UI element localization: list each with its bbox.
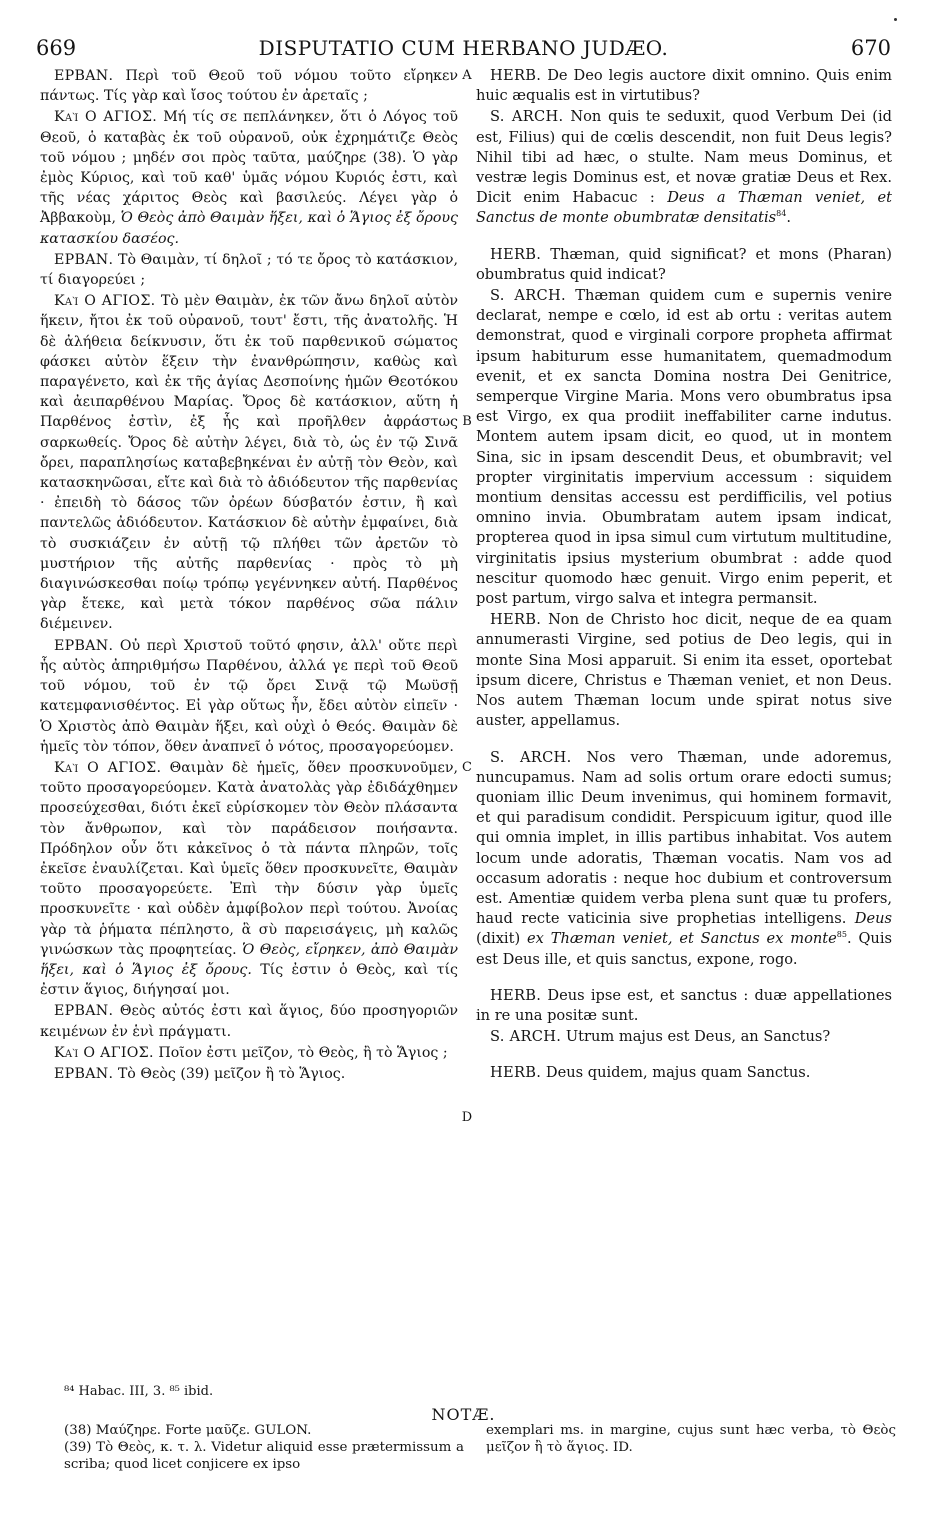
notes-right: exemplari ms. in margine, cujus sunt hæc verba, τὸ Θεὸς μεῖζον ἢ τὸ ἅγιος. ID. [486, 1423, 896, 1455]
greek-paragraph: Καὶ Ο ΑΓΙΟΣ. Τὸ μὲν Θαιμὰν, ἐκ τῶν ἄνω δηλοῖ αὐτὸν ἥκειν, ἤτοι ἐκ τοῦ οὐρανοῦ, τουτ' ἔστι, τῆς ἀνατολῆς. Ἡ δὲ ἀλήθεια δείκνυσιν, ὅτι ἐκ τοῦ παρθενικοῦ σώματος φάσκει αὐτὸν ἕξειν τὴν ἐνανθρώπησιν, καθὼς καὶ παραγένετο, καὶ ἐκ τῆς ἁγίας Δεσποίνης ἡμῶν Θεοτόκου καὶ ἀειπαρθένου Μαρίας. Ὄρος δὲ κατάσκιον, αὕτη ἡ Παρθένος ἐστὶν, ἐξ ἧς καὶ προῆλθεν ἀφράστως σαρκωθείς. Ὄρος δὲ αὐτὴν λέγει, διὰ τὸ, ὡς ἐν τῷ Σινᾶ ὄρει, παραπλησίως καταβεβηκέναι ἐν αὐτῇ τὸν Θεὸν, καὶ κατασκηνῶσαι, εἴτε καὶ διὰ τὸ ἀδιόδευτον τῆς παρθενίας · ἐπειδὴ τὸ δάσος τῶν ὀρέων δύσβατόν ἐστιν, ἢ καὶ παντελῶς ἀδιόδευτον. Κατάσκιον δὲ αὐτὴν ἐμφαίνει, διὰ τὸ συσκιάζειν ἐν αὐτῇ τῷ πλήθει τῶν ἀρετῶν τὸ μυστήριον τῆς αὐτῆς παρθενίας · πρὸς τὸ μὴ διαγινώσκεσθαι ποίῳ τρόπῳ γεγέννηκεν αὐτή. Παρθένος γὰρ ἔτεκε, καὶ μετὰ τόκον παρθένος σῶα πάλιν διέμεινεν. [40, 293, 459, 633]
latin-paragraph: S. ARCH. Utrum majus est Deus, an Sanctus? [490, 1028, 831, 1046]
latin-paragraph: S. ARCH. Nos vero Thæman, unde adoremus, nuncupamus. Nam ad solis ortum orare edocti sumus; quoniam illic Deum invenimus, qui hominem formavit, et qui paradisum condidit. Perspicuum igitur, quod ille qui omnia implet, in illis partibus inhabitat. Vos autem locum unde adoratis, Thæman vocatis. Nam vos ad occasum adoratis : neque hoc dubium et controversum est. Amentiæ quidem verba plena sunt quæ tu profers, haud recte vaticinia sive prophetias intelligens. Deus (dixit) ex Thæman veniet, et Sanctus ex monte$^{85}$. Quis est Deus ille, et quis sanctus, expone, rogo. [476, 748, 892, 968]
footnote-ref: 85 [836, 930, 847, 940]
page-header [36, 36, 891, 66]
latin-column [476, 66, 892, 1085]
greek-paragraph: Καὶ Ο ΑΓΙΟΣ. Μή τίς σε πεπλάνηκεν, ὅτι ὁ Λόγος τοῦ Θεοῦ, ὁ καταβὰς ἐκ τοῦ οὐρανοῦ, οὐκ ἐχρημάτιζε Θεὸς τοῦ νόμου ; μηδέν σοι πρὸς ταῦτα, μαύζηρε (38). Ὁ γὰρ ἐμὸς Κύριος, καὶ τοῦ καθ' ὑμᾶς νόμου Κυριός ἐστι, καὶ τῆς νέας χάριτος Θεὸς καὶ βασιλεύς. Λέγει γὰρ ὁ Ἀββακοὺμ, Ὁ Θεὸς ἀπὸ Θαιμὰν ἥξει, καὶ ὁ Ἅγιος ἐξ ὄρους κατασκίου δασέος. [40, 109, 458, 247]
latin-paragraph: HERB. Non de Christo hoc dicit, neque de ea quam annumerasti Virgine, sed potius de Deo legis, qui in monte Sina Mosi apparuit. Si enim ita esset, oportebat ipsum dicere, Christus e Thæman veniet, et non Deus. Nos autem Thæman locum unde spirat notus sive auster, appellamus. [476, 611, 893, 730]
latin-paragraph: HERB. De Deo legis auctore dixit omnino. Quis enim huic æqualis est in virtutibus? [476, 67, 892, 105]
running-title: DISPUTATIO CUM HERBANO JUDÆO. [258, 36, 669, 60]
notes-left [64, 1422, 464, 1473]
latin-paragraph: S. ARCH. Thæman quidem cum e supernis venire declarat, nempe e cœlo, id est ab ortu : veritas autem demonstrat, quod e virginali corpore propheta affirmat ipsum habiturum esse humanitatem, quemadmodum evenit, et ex sancta Domina nostra Dei Genitrice, semperque Virgine Maria. Mons vero obumbratus ipsa est Virgo, ex qua prodiit ineffabiliter carne indutus. Montem autem ipsam dicit, eo quod, ut in montem Sina, sic in ipsam descendit Deus, et obumbravit; vel propter virginitatis impervium accessum : siquidem montium densitas accessu est perdifficilis, vel potius omnino invia. Obumbratam autem ipsam indicat, propterea quod in ipsa simul cum virtutum multitudine, virginitatis ipsius mysterium obumbrat : adde quod nescitur quomodo hæc genuit. Virgo enim peperit, et post partum, virgo salva et integra permansit. [476, 287, 892, 608]
note-39: (39) Τὸ Θεὸς, κ. τ. λ. Videtur aliquid esse prætermissum a scriba; quod licet conjicere ex ipso [64, 1440, 464, 1472]
footnote-ref: 84 [776, 209, 787, 219]
margin-marker-b: B [462, 414, 472, 429]
margin-marker-a: A [462, 68, 472, 83]
page-number-left: 669 [36, 36, 77, 60]
greek-paragraph: ΕΡΒΑΝ. Περὶ τοῦ Θεοῦ τοῦ νόμου τοῦτο εἴρηκεν πάντως. Τίς γὰρ καὶ ἴσος τούτου ἐν ἀρεταῖς ; [40, 68, 459, 105]
greek-paragraph: ΕΡΒΑΝ. Τὸ Θεὸς (39) μεῖζον ἢ τὸ Ἅγιος. [54, 1065, 346, 1082]
greek-paragraph: ΕΡΒΑΝ. Θεὸς αὐτός ἐστι καὶ ἅγιος, δύο προσηγοριῶν κειμένων ἐν ἑνὶ πράγματι. [40, 1003, 458, 1040]
notae-heading: NOTÆ. [431, 1405, 496, 1424]
latin-paragraph: S. ARCH. Non quis te seduxit, quod Verbum Dei (id est, Filius) qui de cœlis descendit, non fuit Deus legis? Nihil tibi ad hæc, o stulte. Nam meus Dominus, et vestræ legis Dominus est, et novæ gratiæ Deus et Rex. Dicit enim Habacuc : Deus a Thæman veniet, et Sanctus de monte obumbratæ densitatis$^{84}$. [476, 108, 893, 227]
margin-marker-d: D [461, 1110, 473, 1125]
greek-paragraph: ΕΡΒΑΝ. Οὐ περὶ Χριστοῦ τοῦτό φησιν, ἀλλ' οὔτε περὶ ἧς αὐτὸς ἀπηριθμήσω Παρθένου, ἀλλά γε περὶ τοῦ Θεοῦ τοῦ νόμου, τοῦ ἐν τῷ ὄρει Σινᾷ τῷ Μωϋσῇ κατεμφανισθέντος. Εἰ γὰρ οὕτως ἦν, ἔδει αὐτὸν εἰπεῖν · Ὁ Χριστὸς ἀπὸ Θαιμὰν ἥξει, καὶ οὐχὶ ὁ Θεός. Θαιμὰν δὲ ἡμεῖς τὸν τόπον, ὅθεν ἀναπνεῖ ὁ νότος, προσαγορεύομεν. [40, 637, 458, 755]
latin-paragraph: HERB. Deus ipse est, et sanctus : duæ appellationes in re una positæ sunt. [476, 986, 892, 1024]
greek-paragraph: Καὶ Ο ΑΓΙΟΣ. Ποῖον ἐστι μεῖζον, τὸ Θεὸς, ἢ τὸ Ἅγιος ; [54, 1044, 448, 1061]
note-38: (38) Μαύζηρε. Forte μαῦζε. GULON. [64, 1423, 312, 1438]
page-number-right: 670 [850, 36, 891, 60]
greek-column [40, 66, 458, 1085]
greek-paragraph: ΕΡΒΑΝ. Τὸ Θαιμὰν, τί δηλοῖ ; τό τε ὄρος τὸ κατάσκιον, τί διαγορεύει ; [40, 251, 458, 289]
footnotes: ⁸⁴ Habac. III, 3. ⁸⁵ ibid. [64, 1384, 214, 1399]
greek-paragraph: Καὶ Ο ΑΓΙΟΣ. Θαιμὰν δὲ ἡμεῖς, ὅθεν προσκυνοῦμεν, τοῦτο προσαγορεύομεν. Κατὰ ἀνατολὰς γὰρ ἐδιδάχθημεν προσεύχεσθαι, διότι ἐκεῖ εὑρίσκομεν τὸν Θεὸν πλάσαντα τὸν ἄνθρωπον, καὶ τὸν παράδεισον ποιήσαντα. Πρόδηλον οὖν ὅτι κἀκεῖνος ὁ τὰ πάντα πληρῶν, τοῖς ἐκεῖσε ἐναυλίζεται. Καὶ ὑμεῖς ὅθεν προσκυνεῖτε, Θαιμὰν τοῦτο προσαγορεύετε. Ἐπὶ τὴν δύσιν γὰρ ὑμεῖς προσκυνεῖτε · καὶ οὐδὲν ἀμφίβολον περὶ τούτου. Ἀνοίας γὰρ τὰ ῥήματα πέπληστο, ἃ σὺ παρεισάγεις, μὴ καλῶς γινώσκων τὰς προφητείας. Ὁ Θεὸς, εἴρηκεν, ἀπὸ Θαιμὰν ἥξει, καὶ ὁ Ἅγιος ἐξ ὄρους. Τίς ἐστιν ὁ Θεὸς, καὶ τίς ἐστιν ἅγιος, διήγησαί μοι. [40, 759, 459, 999]
margin-marker-c: C [462, 760, 472, 775]
ink-speck [894, 18, 897, 21]
latin-paragraph: HERB. Deus quidem, majus quam Sanctus. [490, 1064, 811, 1082]
latin-paragraph: HERB. Thæman, quid significat? et mons (Pharan) obumbratus quid indicat? [476, 245, 892, 283]
